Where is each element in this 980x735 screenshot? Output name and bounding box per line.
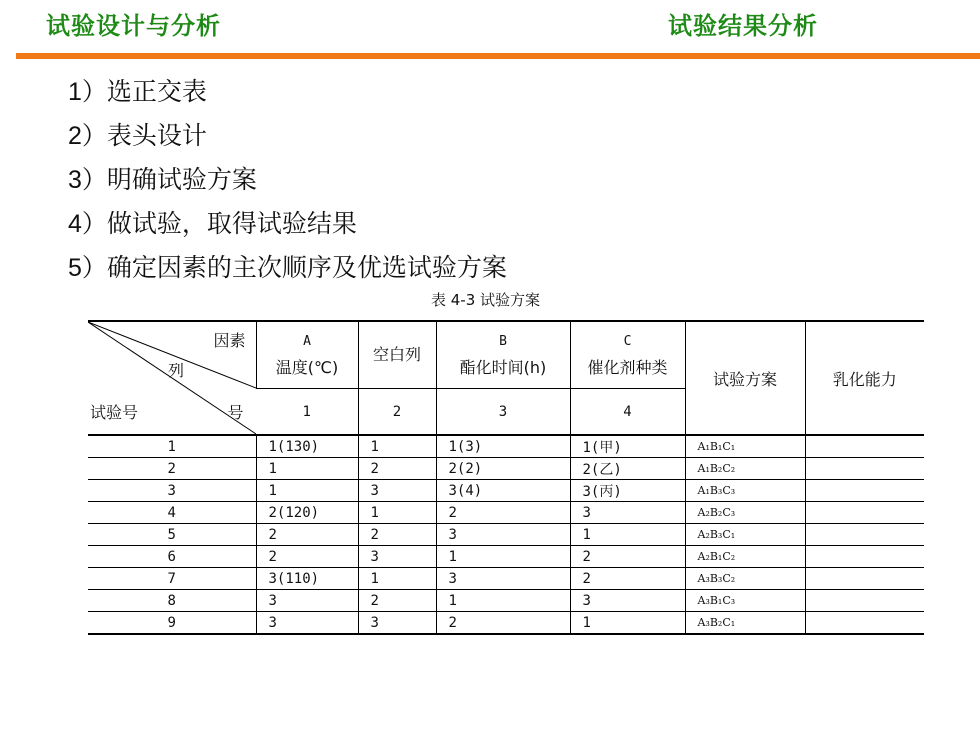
cell-blank: 3 — [358, 546, 436, 568]
table-row — [88, 612, 924, 635]
cell-b: 3(4) — [436, 480, 570, 502]
cell-a: 1 — [256, 458, 358, 480]
cell-c: 1 — [570, 612, 685, 635]
cell-a: 3 — [256, 612, 358, 635]
step-text: ）明确试验方案 — [81, 165, 257, 194]
col-index: 2 — [358, 389, 436, 436]
table-row — [88, 458, 924, 480]
corner-factor-label: 因素 — [213, 331, 246, 350]
cell-blank: 2 — [358, 590, 436, 612]
step-item — [68, 204, 507, 248]
cell-c: 2(乙) — [570, 458, 685, 480]
step-number: 5 — [68, 254, 82, 282]
cell-scheme: A₃B₂C₁ — [685, 612, 805, 635]
table-row — [88, 546, 924, 568]
cell-blank: 2 — [358, 458, 436, 480]
col-name: 空白列 — [372, 345, 421, 364]
cell-trial-no: 9 — [88, 612, 256, 635]
cell-b: 2 — [436, 612, 570, 635]
cell-trial-no: 6 — [88, 546, 256, 568]
cell-result — [805, 502, 924, 524]
header-divider — [16, 53, 980, 59]
cell-result — [805, 590, 924, 612]
cell-trial-no: 7 — [88, 568, 256, 590]
cell-scheme: A₂B₃C₁ — [685, 524, 805, 546]
table-row — [88, 502, 924, 524]
cell-result — [805, 458, 924, 480]
col-header-result: 乳化能力 — [805, 321, 924, 435]
col-index: 4 — [570, 389, 685, 436]
cell-b: 1 — [436, 546, 570, 568]
cell-blank: 1 — [358, 502, 436, 524]
step-item — [68, 72, 507, 116]
col-name: 温度(℃) — [275, 358, 339, 377]
cell-a: 2 — [256, 546, 358, 568]
step-number: 1 — [68, 78, 82, 106]
table-row — [88, 568, 924, 590]
cell-trial-no: 5 — [88, 524, 256, 546]
trial-plan-table — [88, 320, 924, 635]
step-number: 3 — [68, 166, 82, 194]
step-item — [68, 160, 507, 204]
step-item — [68, 248, 507, 292]
cell-blank: 3 — [358, 480, 436, 502]
col-letter: A — [303, 334, 311, 349]
cell-trial-no: 4 — [88, 502, 256, 524]
cell-result — [805, 435, 924, 458]
cell-scheme: A₁B₁C₁ — [685, 435, 805, 458]
col-name: 催化剂种类 — [587, 358, 668, 377]
step-text: ）做试验，取得试验结果 — [81, 209, 357, 238]
cell-scheme: A₂B₁C₂ — [685, 546, 805, 568]
table-row — [88, 590, 924, 612]
cell-scheme: A₂B₂C₃ — [685, 502, 805, 524]
cell-a: 1 — [256, 480, 358, 502]
cell-c: 3(丙) — [570, 480, 685, 502]
cell-result — [805, 612, 924, 635]
cell-c: 2 — [570, 568, 685, 590]
step-number: 2 — [68, 122, 82, 150]
col-header-b — [436, 321, 570, 389]
cell-a: 2(120) — [256, 502, 358, 524]
corner-number-label: 号 — [227, 403, 244, 422]
step-text: ）确定因素的主次顺序及优选试验方案 — [81, 253, 507, 282]
cell-b: 3 — [436, 568, 570, 590]
cell-blank: 1 — [358, 568, 436, 590]
corner-column-label: 列 — [168, 361, 185, 380]
cell-b: 2(2) — [436, 458, 570, 480]
table-row — [88, 435, 924, 458]
cell-blank: 3 — [358, 612, 436, 635]
cell-trial-no: 1 — [88, 435, 256, 458]
col-index: 1 — [256, 389, 358, 436]
col-letter: B — [499, 334, 507, 349]
cell-blank: 2 — [358, 524, 436, 546]
cell-b: 3 — [436, 524, 570, 546]
table-caption: 表 4-3 试验方案 — [431, 291, 541, 309]
col-header-c — [570, 321, 685, 389]
cell-b: 2 — [436, 502, 570, 524]
step-item — [68, 116, 507, 160]
col-header-a — [256, 321, 358, 389]
cell-result — [805, 568, 924, 590]
step-number: 4 — [68, 210, 82, 238]
cell-b: 1(3) — [436, 435, 570, 458]
col-letter: C — [623, 334, 632, 349]
header-right-title: 试验结果分析 — [668, 12, 818, 40]
col-index: 3 — [436, 389, 570, 436]
cell-c: 1(甲) — [570, 435, 685, 458]
cell-c: 3 — [570, 502, 685, 524]
table-row — [88, 480, 924, 502]
step-text: ）选正交表 — [81, 77, 207, 106]
table-row — [88, 524, 924, 546]
cell-scheme: A₁B₂C₂ — [685, 458, 805, 480]
cell-c: 3 — [570, 590, 685, 612]
cell-trial-no: 8 — [88, 590, 256, 612]
cell-scheme: A₃B₃C₂ — [685, 568, 805, 590]
col-header-blank — [358, 321, 436, 389]
cell-scheme: A₃B₁C₃ — [685, 590, 805, 612]
cell-a: 3(110) — [256, 568, 358, 590]
corner-header-cell — [88, 321, 256, 435]
cell-b: 1 — [436, 590, 570, 612]
steps-list — [68, 72, 507, 292]
cell-blank: 1 — [358, 435, 436, 458]
col-name: 酯化时间(h) — [459, 358, 547, 377]
cell-result — [805, 480, 924, 502]
cell-a: 2 — [256, 524, 358, 546]
cell-scheme: A₁B₃C₃ — [685, 480, 805, 502]
cell-trial-no: 3 — [88, 480, 256, 502]
cell-a: 3 — [256, 590, 358, 612]
cell-result — [805, 524, 924, 546]
cell-result — [805, 546, 924, 568]
cell-c: 2 — [570, 546, 685, 568]
col-header-scheme: 试验方案 — [685, 321, 805, 435]
corner-trial-label: 试验号 — [90, 403, 139, 422]
header-left-title: 试验设计与分析 — [46, 11, 221, 40]
step-text: ）表头设计 — [81, 121, 207, 150]
cell-c: 1 — [570, 524, 685, 546]
cell-trial-no: 2 — [88, 458, 256, 480]
cell-a: 1(130) — [256, 435, 358, 458]
